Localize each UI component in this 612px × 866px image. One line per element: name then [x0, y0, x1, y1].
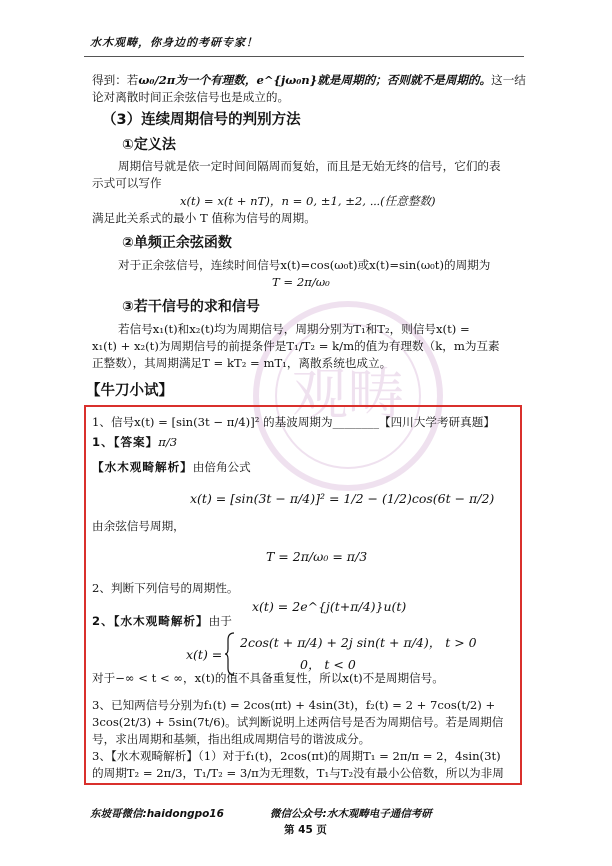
svg-text:观畴: 观畴 [292, 363, 404, 428]
method-3-title: ③若干信号的求和信号 [122, 299, 260, 315]
question-3-line-2: 3cos(2t/3) + 5sin(7t/6)。试判断说明上述两信号是否为周期信号。若是周期信 [92, 715, 504, 729]
question-1: 1、信号x(t) = [sin(3t − π/4)]² 的基波周期为________【四川大学考研真题】 [92, 415, 495, 429]
answer-1-explanation: 【水木观畸解析】由倍角公式 [92, 460, 251, 474]
question-2-equation: x(t) = 2e^{j(t+π/4)}u(t) [252, 599, 407, 614]
method-1-text-3: 满足此关系式的最小 T 值称为信号的周期。 [92, 211, 316, 225]
method-2-text: 对于正余弦信号，连续时间信号x(t)=cos(ω₀t)或x(t)=sin(ω₀t)的周期为 [118, 258, 491, 272]
answer-2-case-2: 0， t < 0 [300, 657, 356, 672]
footer-wechat: 东坡哥微信:haidongpo16 [90, 808, 224, 820]
page-number: 第 45 页 [284, 824, 327, 836]
method-1-text-1: 周期信号就是依一定时间间隔周而复始，而且是无始无终的信号，它们的表 [118, 159, 501, 173]
header-slogan: 水木观畴，你身边的考研专家！ [90, 36, 258, 49]
answer-1-equation: x(t) = [sin(3t − π/4)]² = 1/2 − (1/2)cos(6t − π/2) [190, 491, 495, 506]
answer-3-line-2: 的周期T₂ = 2π/3，T₁/T₂ = 3/π为无理数，T₁与T₂没有最小公倍数，所以为非周 [92, 766, 504, 780]
answer-2: 2、【水木观畸解析】由于 [92, 614, 232, 628]
answer-3-line-1: 3、【水木观畸解析】（1）对于f₁(t)，2cos(πt)的周期T₁ = 2π/π = 2，4sin(3t) [92, 749, 501, 763]
question-3-line-1: 3、已知两信号分别为f₁(t) = 2cos(πt) + 4sin(3t)，f₂(t) = 2 + 7cos(t/2) + [92, 698, 496, 712]
method-3-text-2: x₁(t) + x₂(t)为周期信号的前提条件是T₁/T₂ = k/m的值为有理数（k，m为互素 [92, 339, 500, 353]
method-3-text-3: 正整数），其周期满足T = kT₂ = mT₁，离散系统也成立。 [92, 356, 392, 370]
section-3-title: （3）连续周期信号的判别方法 [102, 112, 301, 128]
method-2-equation: T = 2π/ω₀ [272, 275, 330, 289]
answer-2-conclusion: 对于−∞ < t < ∞，x(t)的值不具备重复性，所以x(t)不是周期信号。 [92, 671, 444, 685]
para-line2: 论对离散时间正余弦信号也是成立的。 [92, 90, 290, 104]
question-2: 2、判断下列信号的周期性。 [92, 581, 239, 595]
answer-1: 1、【答案】π/3 [92, 435, 178, 449]
footer-official-account: 微信公众号:水木观畴电子通信考研 [270, 808, 432, 820]
header-divider [84, 56, 524, 57]
method-2-title: ②单频正余弦函数 [122, 235, 232, 251]
para-line1: 得到：若ω₀/2π为一个有理数，e^{jω₀n}就是周期的；否则就不是周期的。这一结 [92, 73, 526, 87]
method-3-text-1: 若信号x₁(t)和x₂(t)均为周期信号，周期分别为T₁和T₂，则信号x(t) = [118, 322, 470, 336]
method-1-text-2: 示式可以写作 [92, 176, 162, 190]
method-1-title: ①定义法 [122, 137, 176, 153]
answer-1-equation-2: T = 2π/ω₀ = π/3 [266, 549, 368, 564]
answer-1-text-2: 由余弦信号周期， [92, 519, 185, 533]
answer-2-lhs: x(t) = [186, 647, 223, 662]
answer-2-case-1: 2cos(t + π/4) + 2j sin(t + π/4)， t > 0 [240, 635, 477, 650]
question-3-line-3: 号，求出周期和基频，指出组成周期信号的谐波成分。 [92, 732, 371, 746]
method-1-equation: x(t) = x(t + nT)，n = 0, ±1, ±2, ⋯(任意整数) [180, 194, 436, 208]
practice-title: 【牛刀小试】 [86, 383, 173, 399]
